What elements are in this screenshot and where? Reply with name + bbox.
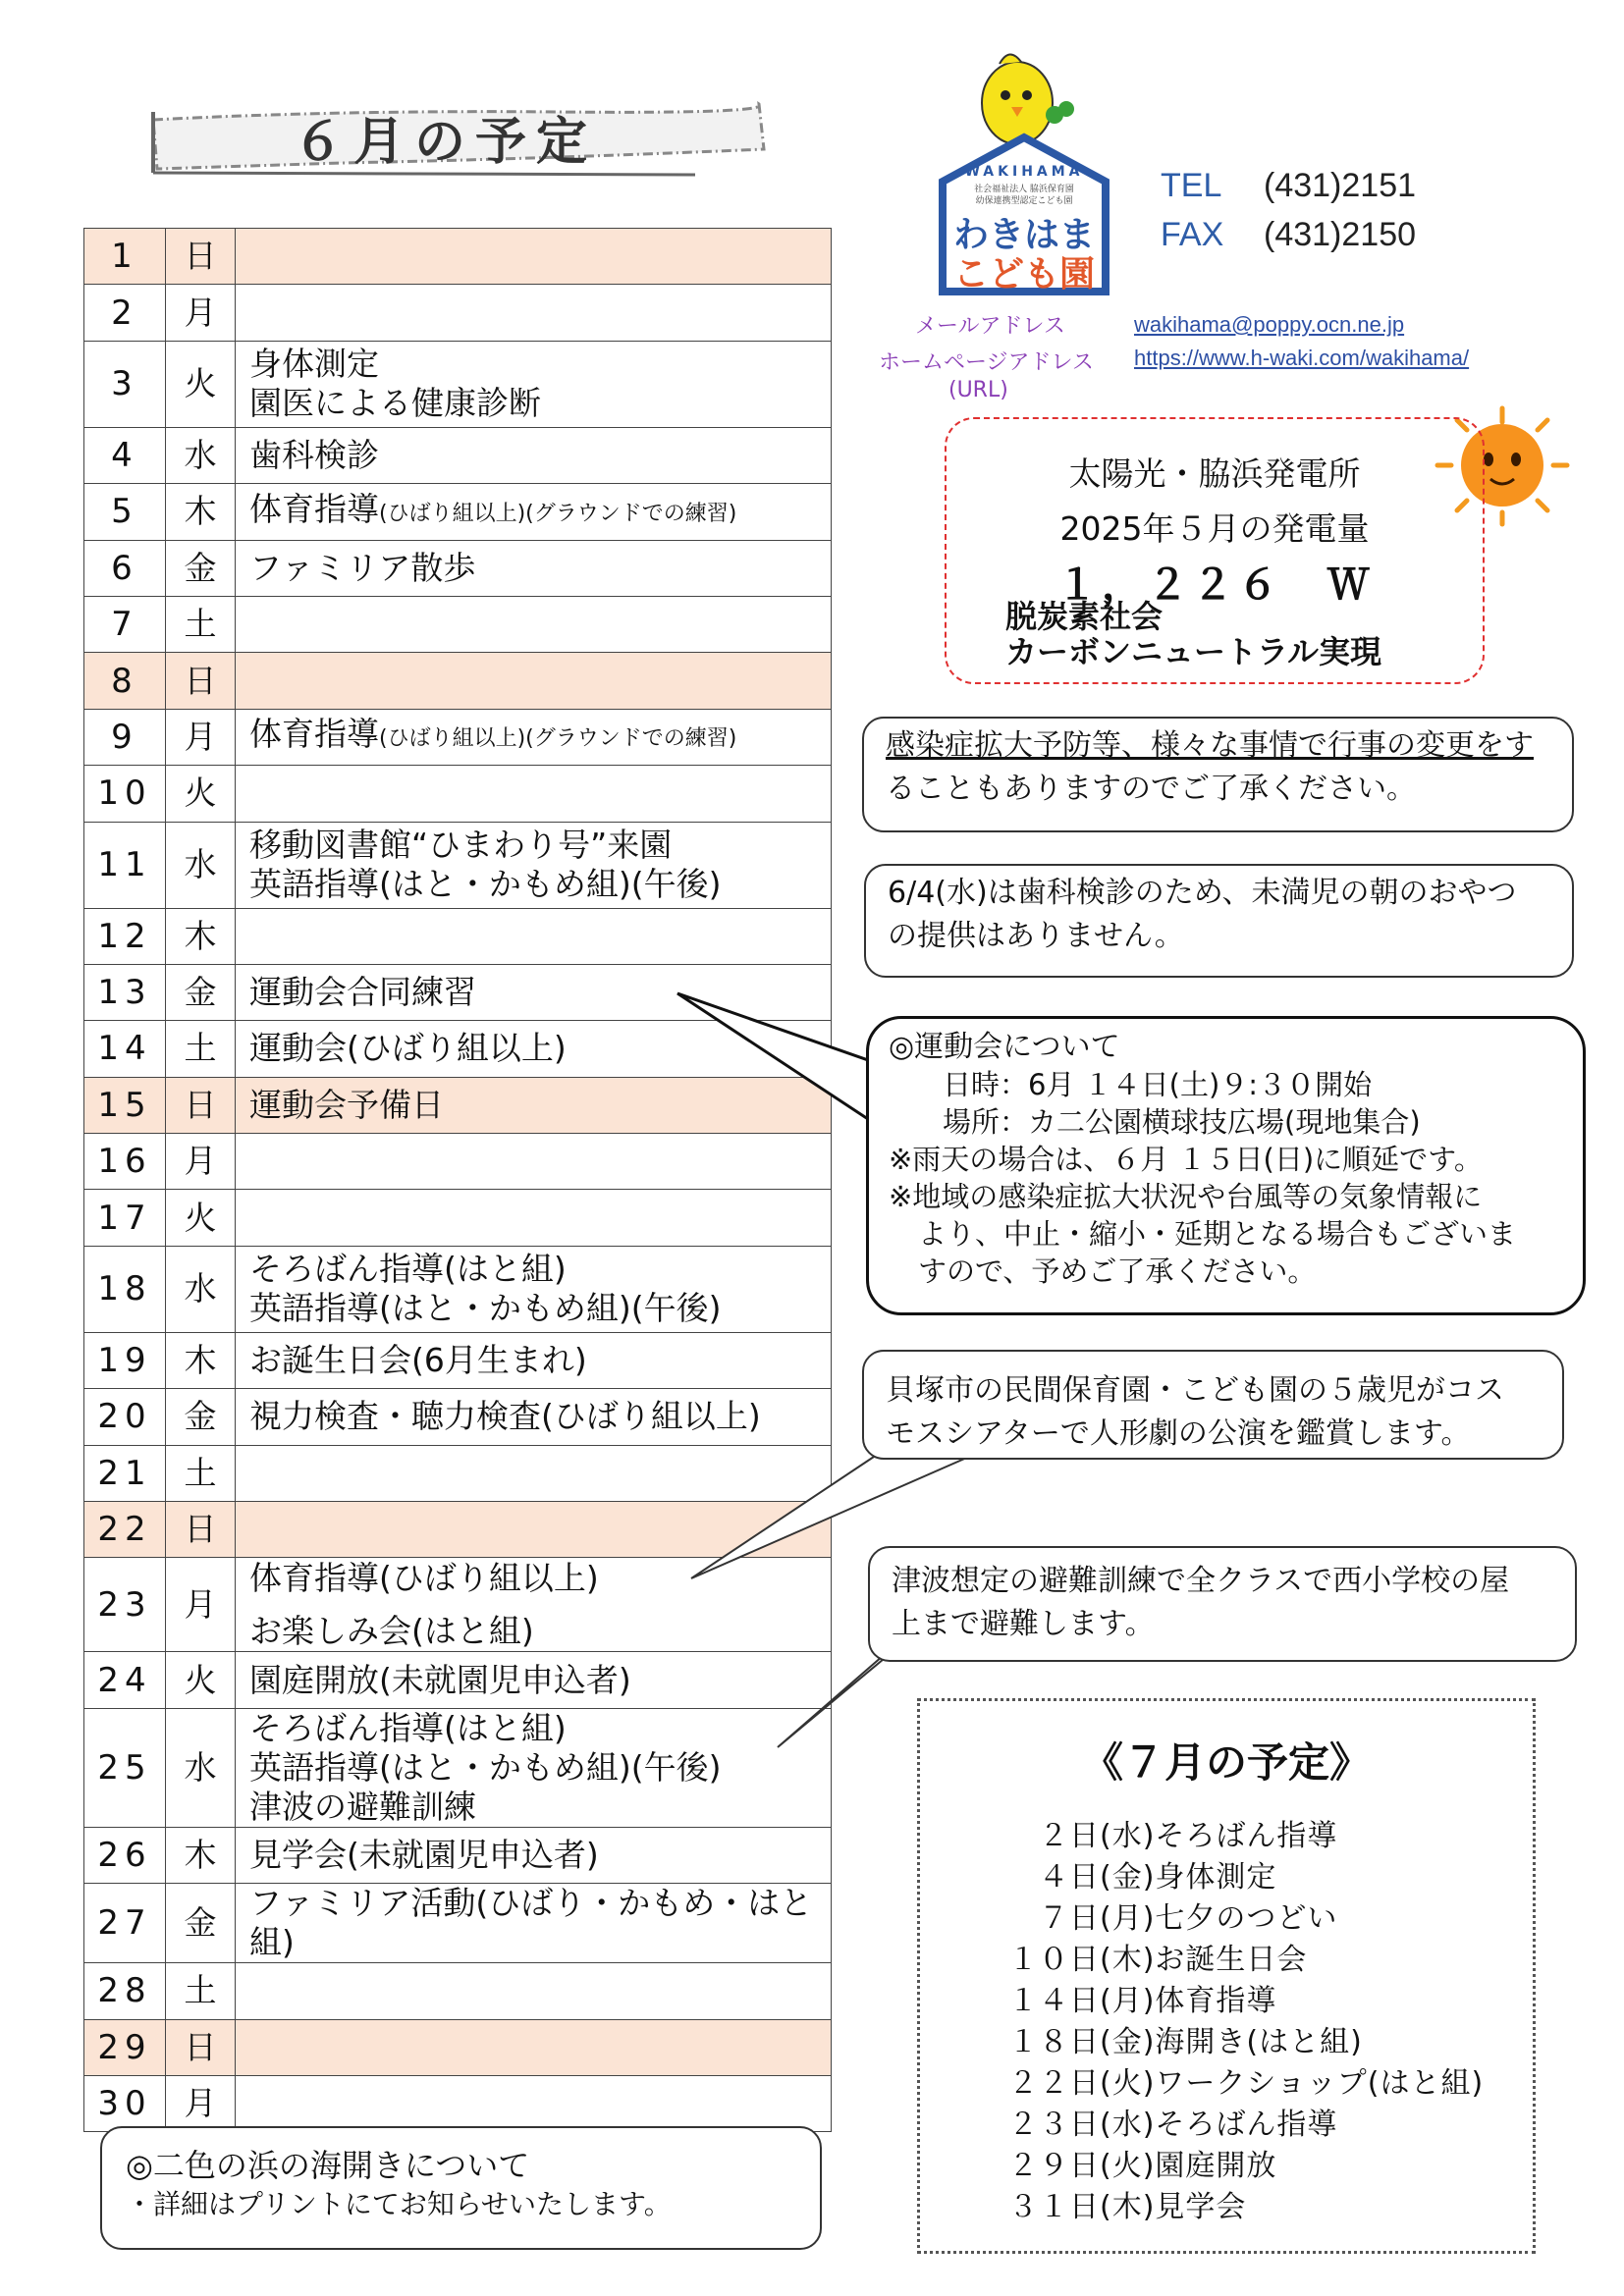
event-label: 英語指導(はと・かもめ組)(午後) — [249, 1747, 722, 1787]
tsunami-notice — [868, 1546, 1577, 1662]
theater-notice — [862, 1350, 1564, 1460]
day-number: 23 — [84, 1558, 166, 1652]
weekday: 木 — [166, 1332, 236, 1388]
event-label: 園庭開放(未就園児申込者) — [249, 1660, 631, 1699]
weekday: 月 — [166, 1134, 236, 1190]
logo-name2: こども園 — [952, 254, 1095, 294]
event-note: (ひばり組以上)(グラウンドでの練習) — [379, 726, 737, 752]
event-label: そろばん指導(はと組) — [249, 1708, 567, 1747]
logo-wakihama: WAKIHAMA — [964, 164, 1084, 180]
day-number: 19 — [84, 1332, 166, 1388]
day-number: 26 — [84, 1827, 166, 1883]
weekday: 火 — [166, 1190, 236, 1246]
july-item: ２日(水)そろばん指導 — [1008, 1819, 1338, 1853]
weekday: 土 — [166, 1963, 236, 2019]
weekday: 木 — [166, 1827, 236, 1883]
tel-label: TEL — [1161, 167, 1222, 204]
day-number: 3 — [84, 341, 166, 427]
weekday: 火 — [166, 1652, 236, 1708]
beach-title: ◎二色の浜の海開きについて — [126, 2147, 530, 2184]
day-number: 12 — [84, 908, 166, 964]
homepage-link[interactable]: https://www.h-waki.com/wakihama/ — [1134, 346, 1470, 370]
weekday: 月 — [166, 1558, 236, 1652]
event-label: 体育指導 — [249, 715, 379, 754]
sports-note3: すので、予めご了承ください。 — [918, 1255, 1317, 1288]
day-number: 6 — [84, 540, 166, 596]
day-number: 2 — [84, 285, 166, 341]
sports-rain: ※雨天の場合は、６月 １５日(日)に順延です。 — [889, 1143, 1483, 1176]
page-title: ６月の予定 — [293, 112, 598, 172]
event-label: 園医による健康診断 — [249, 384, 541, 423]
sports-note2: より、中止・縮小・延期となる場合もございま — [918, 1217, 1517, 1251]
theater-line2: モスシアターで人形劇の公演を鑑賞します。 — [886, 1416, 1471, 1451]
day-number: 9 — [84, 709, 166, 765]
event-note: (ひばり組以上)(グラウンドでの練習) — [379, 501, 737, 526]
day-number: 25 — [84, 1708, 166, 1827]
solar-line1: 太陽光・脇浜発電所 — [1068, 454, 1361, 493]
tsunami-line1: 津波想定の避難訓練で全クラスで西小学校の屋 — [892, 1564, 1510, 1598]
weekday: 金 — [166, 964, 236, 1020]
mail-label: メールアドレス — [915, 314, 1065, 339]
july-title: 《７月の予定》 — [1081, 1738, 1371, 1787]
event-label: 見学会(未就園児申込者) — [249, 1836, 599, 1874]
weekday: 日 — [166, 2019, 236, 2075]
homepage-label: ホームページアドレス — [879, 350, 1094, 375]
day-number: 21 — [84, 1445, 166, 1501]
weekday: 木 — [166, 484, 236, 540]
event-label: 体育指導(ひばり組以上) — [249, 1558, 599, 1597]
day-number: 4 — [84, 427, 166, 483]
event-label: 歯科検診 — [249, 435, 379, 474]
logo-small1: 社会福祉法人 脇浜保育園 — [974, 185, 1074, 194]
fax-label: FAX — [1161, 216, 1224, 253]
day-number: 17 — [84, 1190, 166, 1246]
weekday: 日 — [166, 653, 236, 709]
day-number: 5 — [84, 484, 166, 540]
sports-place: 場所：カ二公園横球技広場(現地集合) — [943, 1105, 1421, 1139]
tel-number: (431)2151 — [1264, 167, 1417, 204]
theater-line1: 貝塚市の民間保育園・こども園の５歳児がコス — [886, 1373, 1504, 1408]
event-label: 身体測定 — [249, 345, 379, 384]
logo-name1: わきはま — [952, 215, 1095, 255]
sports-note1: ※地域の感染症拡大状況や台風等の気象情報に — [889, 1180, 1483, 1213]
event-label: お楽しみ会(はと組) — [249, 1611, 534, 1650]
day-number: 1 — [84, 229, 166, 285]
solar-value: １，２２６ Ｗ — [1056, 561, 1373, 609]
day-number: 16 — [84, 1134, 166, 1190]
notice1-line2: ることもありますのでご了承ください。 — [886, 772, 1416, 806]
weekday: 土 — [166, 596, 236, 652]
day-number: 22 — [84, 1502, 166, 1558]
july-item: ２２日(火)ワークショップ(はと組) — [1008, 2066, 1485, 2101]
event-label: 運動会(ひばり組以上) — [249, 1029, 567, 1068]
weekday: 土 — [166, 1021, 236, 1077]
logo-small2: 幼保連携型認定こども園 — [975, 196, 1073, 206]
beach-opening-notice — [100, 2126, 822, 2250]
solar-line2: 2025年５月の発電量 — [1059, 509, 1370, 548]
day-number: 11 — [84, 822, 166, 908]
event-label: ファミリア活動(ひばり・かもめ・はと組) — [249, 1884, 813, 1962]
weekday: 木 — [166, 908, 236, 964]
sports-day-info — [866, 1016, 1586, 1315]
event-label: お誕生日会(6月生まれ) — [249, 1341, 587, 1380]
weekday: 月 — [166, 285, 236, 341]
weekday: 金 — [166, 1884, 236, 1963]
weekday: 日 — [166, 1077, 236, 1133]
event-label: ファミリア散歩 — [249, 548, 476, 587]
july-item: １８日(金)海開き(はと組) — [1008, 2025, 1363, 2059]
sports-title: ◎運動会について — [889, 1030, 1120, 1064]
mail-link[interactable]: wakihama@poppy.ocn.ne.jp — [1134, 312, 1405, 337]
weekday: 火 — [166, 341, 236, 427]
weekday: 金 — [166, 540, 236, 596]
beach-detail: ・詳細はプリントにてお知らせいたします。 — [126, 2188, 672, 2220]
event-label: 英語指導(はと・かもめ組)(午後) — [249, 865, 722, 904]
july-item: １０日(木)お誕生日会 — [1008, 1943, 1308, 1977]
fax-number: (431)2150 — [1264, 216, 1417, 253]
solar-line4: カーボンニュートラル実現 — [1005, 633, 1382, 670]
july-item: ４日(金)身体測定 — [1008, 1860, 1277, 1895]
notice2-line2: の提供はありません。 — [888, 919, 1184, 953]
day-number: 13 — [84, 964, 166, 1020]
weekday: 土 — [166, 1445, 236, 1501]
july-item: ７日(月)七夕のつどい — [1008, 1901, 1338, 1936]
event-label: 移動図書館“ひまわり号”来園 — [249, 826, 673, 865]
july-item: １４日(月)体育指導 — [1008, 1984, 1277, 2018]
day-number: 28 — [84, 1963, 166, 2019]
url-label: (URL) — [948, 378, 1008, 402]
day-number: 7 — [84, 596, 166, 652]
event-label: 英語指導(はと・かもめ組)(午後) — [249, 1289, 722, 1328]
event-label: 体育指導 — [249, 489, 379, 528]
day-number: 15 — [84, 1077, 166, 1133]
weekday: 水 — [166, 822, 236, 908]
solar-line3: 脱炭素社会 — [1005, 598, 1164, 635]
event-label: 津波の避難訓練 — [249, 1787, 476, 1826]
july-item: ２３日(水)そろばん指導 — [1008, 2108, 1338, 2142]
event-label: 運動会予備日 — [249, 1085, 444, 1124]
weekday: 日 — [166, 1502, 236, 1558]
weekday: 月 — [166, 709, 236, 765]
event-label: そろばん指導(はと組) — [249, 1250, 567, 1289]
day-number: 27 — [84, 1884, 166, 1963]
weekday: 金 — [166, 1389, 236, 1445]
notice1-line1: 感染症拡大予防等、様々な事情で行事の変更をす — [886, 728, 1534, 763]
weekday: 水 — [166, 427, 236, 483]
event-label: 視力検査・聴力検査(ひばり組以上) — [249, 1397, 761, 1436]
day-number: 14 — [84, 1021, 166, 1077]
july-item: ２９日(火)園庭開放 — [1008, 2149, 1277, 2183]
weekday: 水 — [166, 1708, 236, 1827]
notice2-line1: 6/4(水)は歯科検診のため、未満児の朝のおやつ — [888, 876, 1517, 910]
day-number: 18 — [84, 1246, 166, 1332]
day-number: 29 — [84, 2019, 166, 2075]
day-number: 10 — [84, 766, 166, 822]
day-number: 24 — [84, 1652, 166, 1708]
event-label: 運動会合同練習 — [249, 973, 476, 1012]
weekday: 火 — [166, 766, 236, 822]
sports-date: 日時：6月 １４日(土)９:３０開始 — [943, 1068, 1373, 1101]
weekday: 日 — [166, 229, 236, 285]
day-number: 20 — [84, 1389, 166, 1445]
weekday: 水 — [166, 1246, 236, 1332]
tsunami-line2: 上まで避難します。 — [892, 1607, 1155, 1641]
day-number: 30 — [84, 2075, 166, 2131]
weekday: 月 — [166, 2075, 236, 2131]
day-number: 8 — [84, 653, 166, 709]
july-schedule-box — [917, 1698, 1536, 2254]
july-item: ３１日(木)見学会 — [1008, 2190, 1247, 2224]
